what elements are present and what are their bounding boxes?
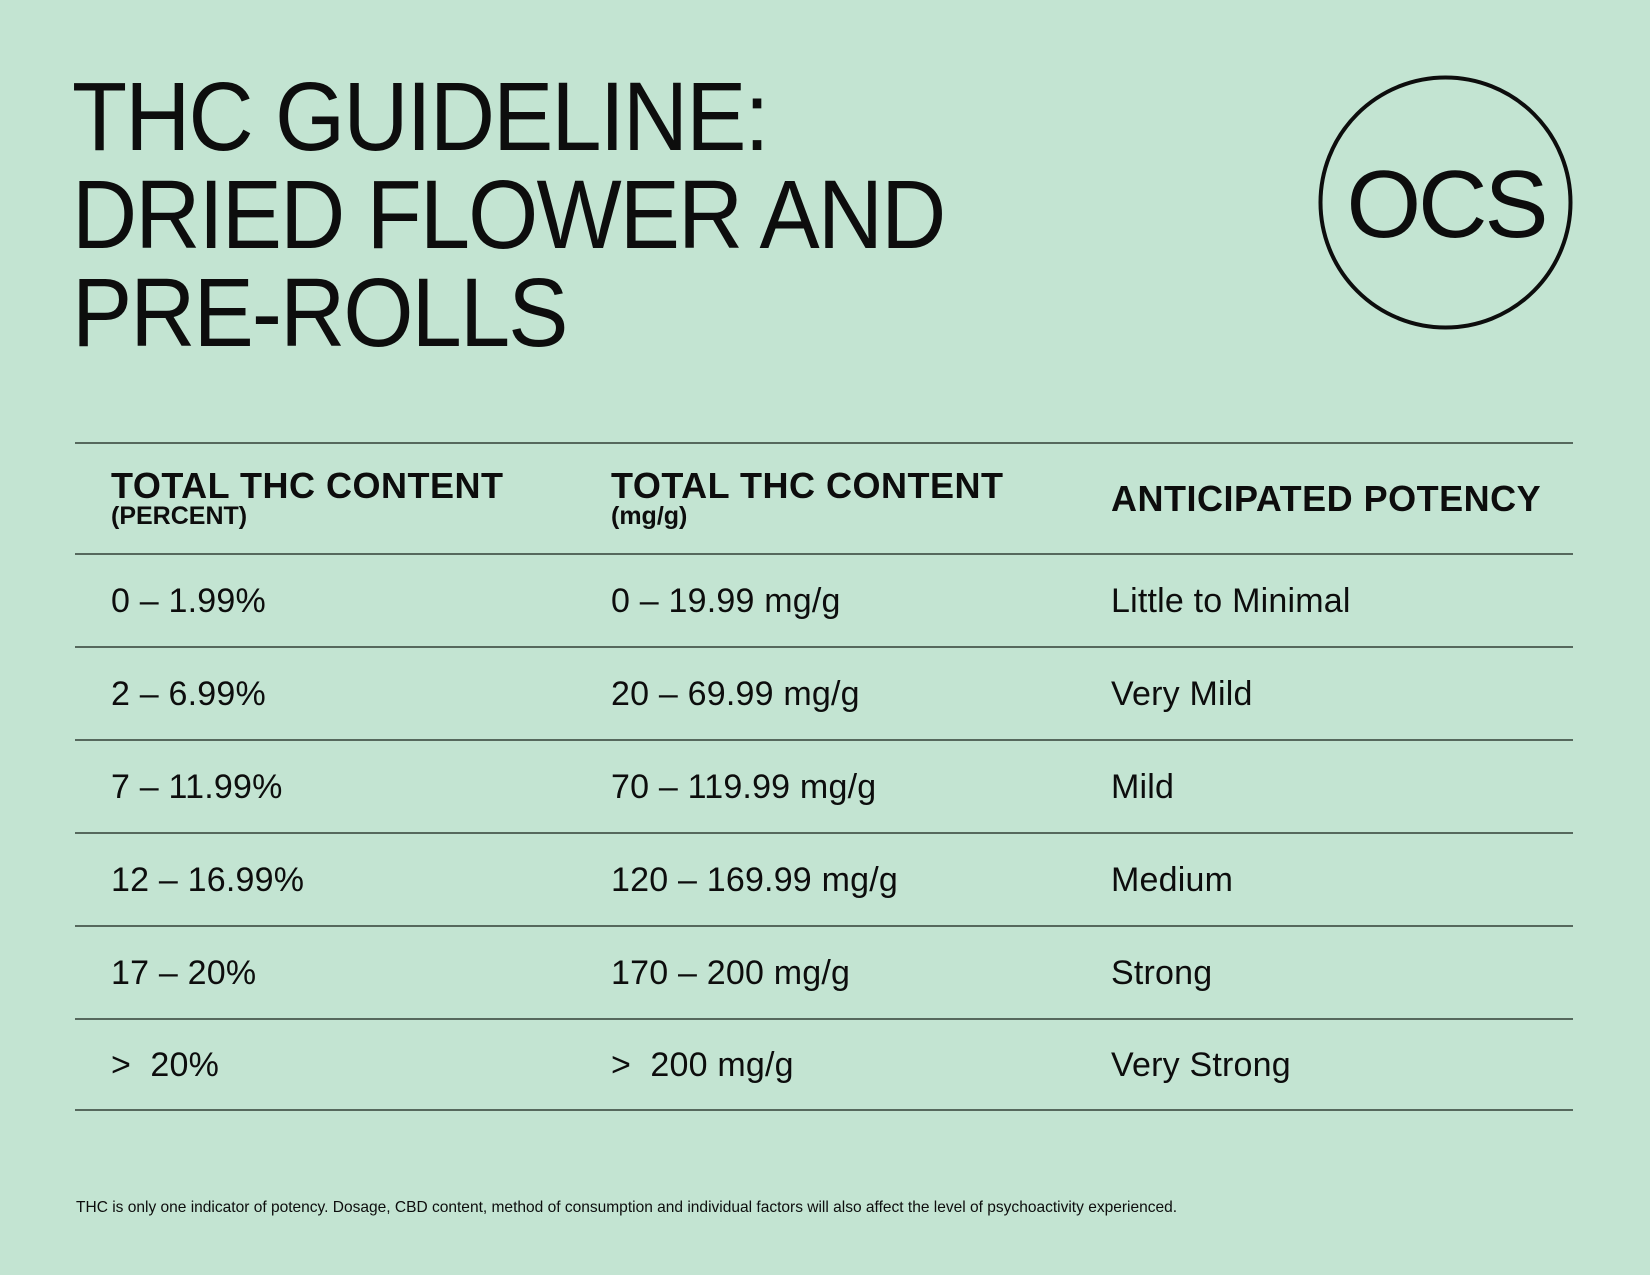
cell-potency: Very Strong [1111,1045,1291,1084]
table-row [75,739,1573,832]
cell-potency: Little to Minimal [1111,581,1351,620]
title-line-2: DRIED FLOWER AND [72,160,945,269]
table-row [75,553,1573,646]
ocs-logo-circle-icon [1318,75,1573,330]
cell-mg: 0 – 19.99 mg/g [611,581,841,620]
header-mg-title: TOTAL THC CONTENT [611,464,1004,506]
logo-text: OCS [1346,151,1546,258]
header-mg [611,444,1003,553]
cell-mg: 170 – 200 mg/g [611,953,851,992]
cell-percent: 7 – 11.99% [111,767,283,806]
title-line-3: PRE-ROLLS [72,258,567,367]
table-row [75,832,1573,925]
header-potency [1111,444,1541,553]
cell-percent: 12 – 16.99% [111,860,305,899]
header-mg-unit: (mg/g) [611,501,688,530]
cell-mg: 70 – 119.99 mg/g [611,767,877,806]
table-row [75,646,1573,739]
cell-mg: 120 – 169.99 mg/g [611,860,898,899]
ocs-logo [1318,75,1573,330]
cell-potency: Mild [1111,767,1175,806]
cell-potency: Strong [1111,953,1213,992]
cell-potency: Medium [1111,860,1234,899]
footnote: THC is only one indicator of potency. Dosage, CBD content, method of consumption and individual factors will also affect the level of psychoactivity experienced. [76,1199,1178,1216]
cell-percent: 2 – 6.99% [111,674,266,713]
cell-potency: Very Mild [1111,674,1253,713]
header-percent [111,444,503,553]
header-percent-title: TOTAL THC CONTENT [111,464,504,506]
cell-percent: 0 – 1.99% [111,581,266,620]
cell-percent: > 20% [111,1045,219,1084]
header-potency-title: ANTICIPATED POTENCY [1111,477,1542,519]
page-title [72,62,945,367]
header-percent-unit: (PERCENT) [111,501,248,530]
table-header-row [75,442,1573,553]
title-line-1: THC GUIDELINE: [72,62,768,171]
cell-mg: 20 – 69.99 mg/g [611,674,860,713]
cell-percent: 17 – 20% [111,953,257,992]
table-row [75,925,1573,1018]
table-row [75,1018,1573,1111]
cell-mg: > 200 mg/g [611,1045,794,1084]
thc-guideline-table [75,442,1573,1111]
